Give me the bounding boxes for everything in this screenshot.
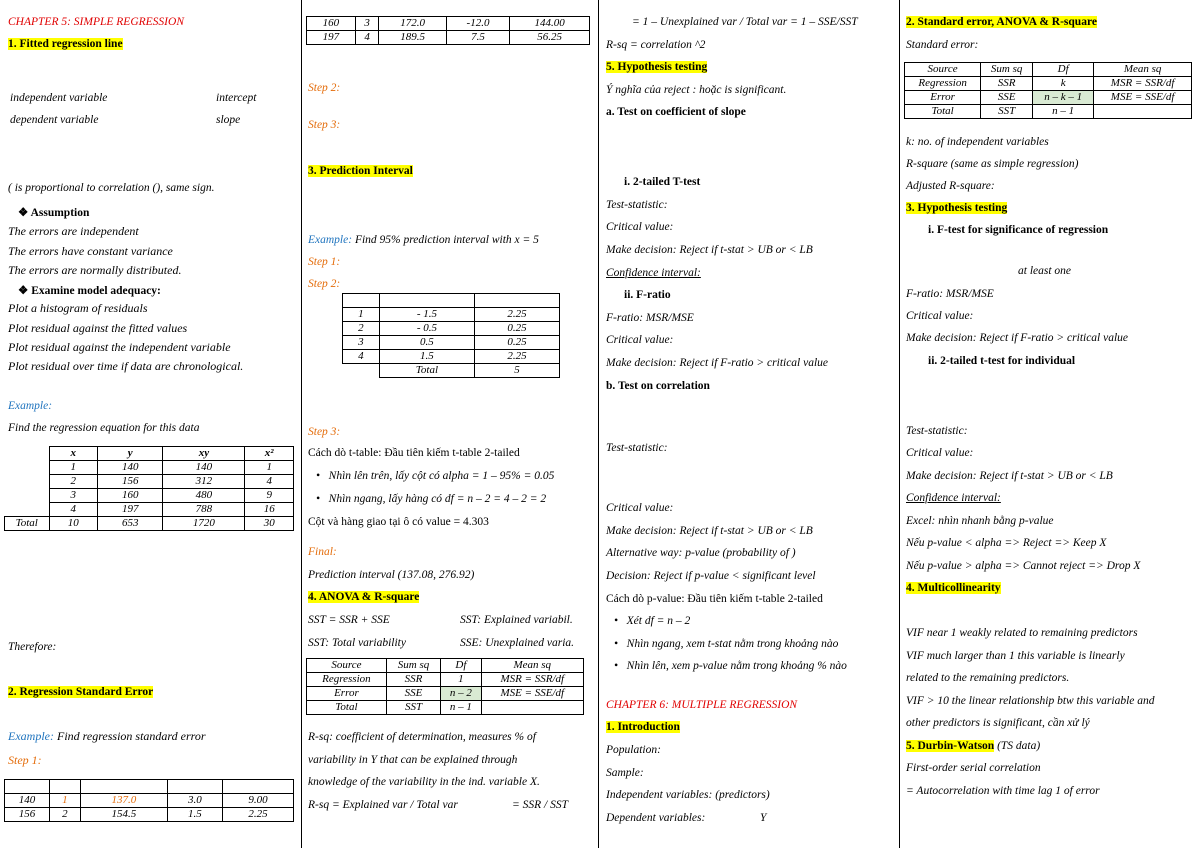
table-row: 4 1.5 2.25: [343, 350, 560, 364]
text-line: VIF > 10 the linear relationship btw this variable and: [906, 695, 1155, 707]
anova-table: [306, 658, 584, 715]
text-line: Confidence interval:: [906, 492, 1001, 504]
table-row: Total 5: [343, 364, 560, 378]
step-label: Step 1:: [308, 256, 341, 268]
text-line: Excel: nhìn nhanh bằng p-value: [906, 515, 1054, 527]
subheading: i. F-test for significance of regression: [928, 224, 1109, 236]
text-line: Critical value:: [606, 221, 674, 233]
step-label: Step 1:: [8, 753, 42, 767]
text-line: other predictors is significant, cần xử lý: [906, 717, 1090, 729]
text-line: F-ratio: MSR/MSE: [606, 312, 694, 324]
text-line: Cách dò p-value: Đầu tiên kiếm t-table 2-tailed: [606, 593, 823, 605]
table-row: Error SSE n – 2 MSE = SSE/df: [307, 687, 584, 701]
text-line: Plot residual over time if data are chronological.: [8, 359, 244, 373]
text-line: R-sq: coefficient of determination, measures % of: [308, 731, 536, 743]
text-line: knowledge of the variability in the ind. variable X.: [308, 776, 540, 788]
subheading: b. Test on correlation: [606, 380, 710, 392]
section-heading-line: 5. Durbin-Watson (TS data): [906, 740, 1041, 752]
text-line: Test-statistic:: [606, 199, 668, 211]
step-label: Final:: [308, 546, 337, 558]
table-header: Mean sq: [1094, 63, 1192, 77]
table-row: 3 0.5 0.25: [343, 336, 560, 350]
label: slope: [216, 114, 241, 126]
step-label: Step 3:: [308, 119, 341, 131]
table-row: 140 1 137.0 3.0 9.00: [5, 794, 294, 808]
table-header: Sum sq: [981, 63, 1033, 77]
interval-table: [342, 293, 560, 378]
text-line: Critical value:: [606, 502, 674, 514]
section-heading: 3. Prediction Interval: [308, 165, 413, 177]
table-row: 3 160 480 9: [5, 489, 294, 503]
text-line: Adjusted R-square:: [906, 180, 995, 192]
text-line: Test-statistic:: [606, 442, 668, 454]
text-line: Standard error:: [906, 39, 979, 51]
table-header: Df: [1033, 63, 1094, 77]
text-line: = SSR / SST: [512, 799, 569, 811]
text-line: Find the regression equation for this data: [8, 422, 200, 434]
section-heading: 1. Fitted regression line: [8, 38, 123, 50]
bullet-item: • Nhìn lên, xem p-value nằm trong khoảng % nào: [614, 660, 847, 672]
subheading: ❖ Examine model adequacy:: [18, 285, 161, 297]
text-line: Make decision: Reject if t-stat > UB or < LB: [606, 244, 813, 256]
text-line: Sample:: [606, 767, 644, 779]
label: dependent variable: [10, 114, 99, 126]
text-line: Critical value:: [906, 447, 974, 459]
subheading: ❖ Assumption: [18, 207, 90, 219]
table-header: xy: [163, 447, 245, 461]
chapter-title: CHAPTER 6: MULTIPLE REGRESSION: [606, 699, 798, 711]
text-line: Therefore:: [8, 641, 57, 653]
table-row: 160 3 172.0 -12.0 144.00: [307, 17, 590, 31]
table-row: Error SSE n – k – 1 MSE = SSE/df: [905, 91, 1192, 105]
subheading: a. Test on coefficient of slope: [606, 106, 746, 118]
text-line: R-square (same as simple regression): [906, 158, 1079, 170]
text-line: The errors are independent: [8, 224, 139, 238]
text-line: Prediction interval (137.08, 276.92): [308, 569, 475, 581]
text-line: The errors are normally distributed.: [8, 263, 182, 277]
text-line: Cách dò t-table: Đầu tiên kiếm t-table 2-tailed: [308, 447, 520, 459]
table-row: 2 156 312 4: [5, 475, 294, 489]
label: intercept: [216, 92, 257, 104]
text-line: Make decision: Reject if F-ratio > critical value: [606, 357, 829, 369]
step-label: Step 3:: [308, 426, 341, 438]
text-line: Critical value:: [906, 310, 974, 322]
table-header: y: [98, 447, 163, 461]
text-line: Independent variables: (predictors): [606, 789, 770, 801]
text-line: SST: Explained variabil.: [460, 614, 573, 626]
table-row: 4 197 788 16: [5, 503, 294, 517]
table-row: 1 140 140 1: [5, 461, 294, 475]
column-divider: [598, 0, 599, 848]
bullet-item: • Nhìn ngang, xem t-stat nằm trong khoảng nào: [614, 638, 839, 650]
table-header: x²: [245, 447, 294, 461]
example-label: Example:: [8, 400, 53, 412]
subheading: i. 2-tailed T-test: [624, 176, 701, 188]
text-line: The errors have constant variance: [8, 244, 173, 258]
text-line: k: no. of independent variables: [906, 136, 1049, 148]
section-heading: 2. Regression Standard Error: [8, 686, 154, 698]
text-line: Test-statistic:: [906, 425, 968, 437]
text-line: Nếu p-value > alpha => Cannot reject => Drop X: [906, 560, 1141, 572]
data-table: [4, 446, 294, 531]
bullet-item: • Nhìn ngang, lấy hàng có df = n – 2 = 4 – 2 = 2: [316, 493, 547, 505]
text-line: R-sq = correlation ^2: [606, 39, 706, 51]
text-line: F-ratio: MSR/MSE: [906, 288, 994, 300]
text-line: Nếu p-value < alpha => Reject => Keep X: [906, 537, 1107, 549]
text-line: R-sq = Explained var / Total var: [308, 799, 458, 811]
table-header: x: [49, 447, 98, 461]
bullet-item: • Xét df = n – 2: [614, 615, 691, 627]
text-line: Make decision: Reject if F-ratio > critical value: [906, 332, 1129, 344]
table-row: 2 - 0.5 0.25: [343, 322, 560, 336]
text-line: VIF much larger than 1 this variable is linearly: [906, 650, 1125, 662]
table-row: 197 4 189.5 7.5 56.25: [307, 31, 590, 45]
bullet-item: • Nhìn lên trên, lấy cột có alpha = 1 – 95% = 0.05: [316, 470, 555, 482]
text-line: Cột và hàng giao tại ô có value = 4.303: [308, 516, 489, 528]
text-line: Plot residual against the fitted values: [8, 321, 188, 335]
table-header: Df: [441, 659, 481, 673]
residual-table: [4, 779, 294, 822]
text-line: Plot a histogram of residuals: [8, 301, 148, 315]
subheading: ii. F-ratio: [624, 289, 671, 301]
table-row: Total SST n – 1: [905, 105, 1192, 119]
text-line: VIF near 1 weakly related to remaining predictors: [906, 627, 1138, 639]
table-row: 1 - 1.5 2.25: [343, 308, 560, 322]
table-row: Regression SSR k MSR = SSR/df: [905, 77, 1192, 91]
text-line: SST: Total variability: [308, 637, 406, 649]
text-line: Dependent variables:: [606, 812, 706, 824]
text-line: Critical value:: [606, 334, 674, 346]
column-3: [600, 0, 898, 848]
text-line: Y: [760, 812, 767, 824]
text-line: Ý nghĩa của reject : hoặc is significant.: [606, 84, 787, 96]
table-row: Total 10 653 1720 30: [5, 517, 294, 531]
text-line: First-order serial correlation: [906, 762, 1041, 774]
text-line: Make decision: Reject if t-stat > UB or < LB: [906, 470, 1113, 482]
table-header: Source: [307, 659, 387, 673]
text-line: related to the remaining predictors.: [906, 672, 1070, 684]
table-header: Source: [905, 63, 981, 77]
text-line: SST = SSR + SSE: [308, 614, 390, 626]
diamond-icon: ❖: [18, 285, 32, 297]
text-line: Confidence interval:: [606, 267, 701, 279]
text-line: Population:: [606, 744, 661, 756]
text-line: Decision: Reject if p-value < significant level: [606, 570, 816, 582]
label: independent variable: [10, 92, 108, 104]
anova-table: [904, 62, 1192, 119]
section-heading: 1. Introduction: [606, 721, 680, 733]
column-2: [302, 0, 598, 848]
text-line: Example: Find regression standard error: [8, 729, 206, 743]
text-line: ( is proportional to correlation (), same sign.: [8, 182, 215, 194]
table-header: Sum sq: [386, 659, 440, 673]
step-label: Step 2:: [308, 278, 341, 290]
table-header: Mean sq: [481, 659, 583, 673]
section-heading: 4. Multicollinearity: [906, 582, 1001, 594]
section-heading: 3. Hypothesis testing: [906, 202, 1008, 214]
chapter-title: CHAPTER 5: SIMPLE REGRESSION: [8, 16, 184, 28]
diamond-icon: ❖: [18, 207, 31, 219]
residual-table-continued: [306, 16, 590, 45]
text-line: SSE: Unexplained varia.: [460, 637, 575, 649]
text-line: Alternative way: p-value (probability of ): [606, 547, 796, 559]
text-line: = Autocorrelation with time lag 1 of error: [906, 785, 1100, 797]
subheading: ii. 2-tailed t-test for individual: [928, 355, 1076, 367]
column-1: [0, 0, 300, 848]
text-line: at least one: [1018, 265, 1072, 277]
text-line: Plot residual against the independent variable: [8, 340, 231, 354]
section-heading: 5. Hypothesis testing: [606, 61, 708, 73]
section-heading: 2. Standard error, ANOVA & R-square: [906, 16, 1097, 28]
text-line: Make decision: Reject if t-stat > UB or < LB: [606, 525, 813, 537]
text-line: = 1 – Unexplained var / Total var = 1 – SSE/SST: [632, 16, 858, 28]
table-row: Total SST n – 1: [307, 701, 584, 715]
table-row: 156 2 154.5 1.5 2.25: [5, 808, 294, 822]
table-row: Regression SSR 1 MSR = SSR/df: [307, 673, 584, 687]
column-4: [900, 0, 1200, 848]
text-line: variability in Y that can be explained through: [308, 754, 518, 766]
section-heading: 4. ANOVA & R-square: [308, 591, 420, 603]
text-line: Example: Find 95% prediction interval with x = 5: [308, 234, 539, 246]
step-label: Step 2:: [308, 82, 341, 94]
